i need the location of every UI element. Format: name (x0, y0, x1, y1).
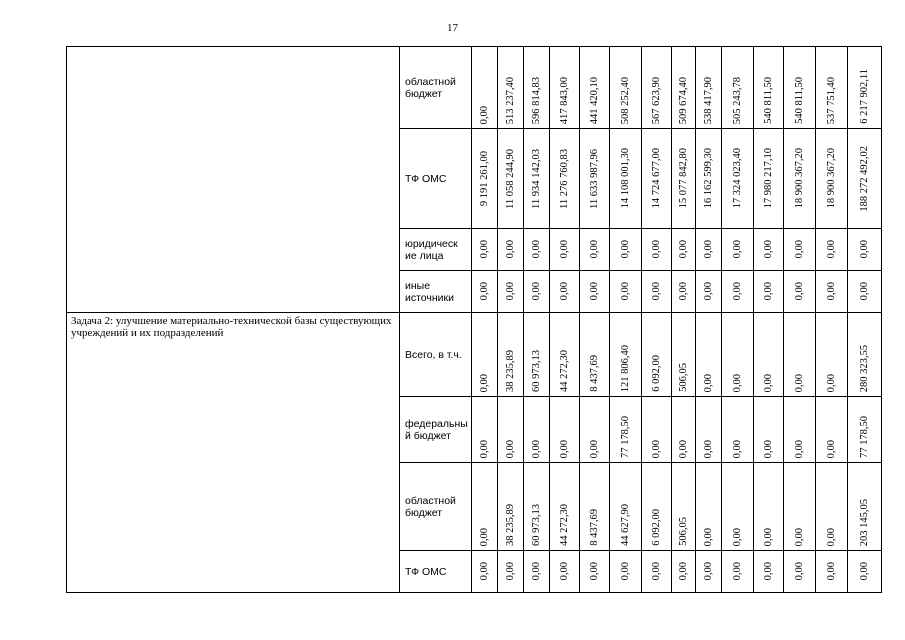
budget-table-body (67, 47, 882, 593)
value-text: 506,05 (677, 517, 689, 546)
value-cell (848, 47, 882, 129)
value-text: 280 323,55 (858, 344, 870, 392)
value-cell (784, 463, 816, 551)
value-text: 44 272,30 (558, 350, 570, 392)
value-text: 14 724 677,00 (650, 148, 662, 209)
value-text: 0,00 (504, 282, 516, 301)
value-cell (580, 47, 610, 129)
value-text: 0,00 (731, 282, 743, 301)
value-cell (610, 397, 642, 463)
value-text: 18 900 367,20 (825, 148, 837, 209)
value-cell (848, 271, 882, 313)
value-cell (498, 271, 524, 313)
funding-source: юридическ ие лица (400, 229, 472, 271)
value-text: 0,00 (530, 282, 542, 301)
value-cell (550, 313, 580, 397)
value-text: 8 437,69 (588, 355, 600, 392)
value-text: 60 973,13 (530, 504, 542, 546)
value-text: 505 243,78 (731, 76, 743, 124)
value-cell (550, 47, 580, 129)
value-cell (784, 313, 816, 397)
value-cell (784, 551, 816, 593)
value-cell (610, 463, 642, 551)
value-text: 77 178,50 (619, 416, 631, 458)
value-text: 0,00 (588, 240, 600, 259)
value-text: 11 633 987,96 (588, 148, 600, 209)
value-text: 0,00 (619, 282, 631, 301)
value-text: 0,00 (650, 282, 662, 301)
table-row (67, 47, 882, 129)
value-text: 0,00 (478, 439, 490, 458)
value-cell (816, 397, 848, 463)
value-cell (754, 47, 784, 129)
value-text: 0,00 (858, 282, 870, 301)
value-cell (642, 129, 672, 229)
value-text: 6 092,00 (650, 355, 662, 392)
funding-source: федеральны й бюджет (400, 397, 472, 463)
value-text: 0,00 (558, 282, 570, 301)
value-text: 509 674,40 (677, 76, 689, 124)
value-text: 8 437,69 (588, 509, 600, 546)
value-cell (498, 47, 524, 129)
value-cell (848, 463, 882, 551)
value-cell (610, 313, 642, 397)
value-cell (498, 463, 524, 551)
value-cell (580, 463, 610, 551)
value-cell (754, 129, 784, 229)
value-text: 0,00 (530, 240, 542, 259)
value-text: 0,00 (650, 439, 662, 458)
value-text: 596 814,83 (530, 76, 542, 124)
value-text: 0,00 (619, 240, 631, 259)
value-cell (816, 271, 848, 313)
value-text: 513 237,40 (504, 76, 516, 124)
task-cell-empty (67, 47, 400, 313)
value-text: 0,00 (825, 282, 837, 301)
value-cell (722, 47, 754, 129)
value-text: 14 108 001,30 (619, 148, 631, 209)
value-cell (472, 47, 498, 129)
value-cell (550, 463, 580, 551)
value-cell (550, 397, 580, 463)
value-text: 11 276 760,83 (558, 148, 570, 209)
value-text: 0,00 (731, 240, 743, 259)
value-text: 0,00 (650, 240, 662, 259)
value-text: 0,00 (588, 439, 600, 458)
value-text: 508 252,40 (619, 76, 631, 124)
value-cell (696, 47, 722, 129)
value-cell (848, 397, 882, 463)
value-cell (696, 313, 722, 397)
value-text: 17 980 217,10 (762, 148, 774, 209)
value-cell (610, 129, 642, 229)
funding-source: областной бюджет (400, 47, 472, 129)
value-text: 0,00 (558, 439, 570, 458)
value-cell (610, 551, 642, 593)
value-cell (610, 47, 642, 129)
value-text: 60 973,13 (530, 350, 542, 392)
value-text: 0,00 (504, 439, 516, 458)
value-cell (848, 313, 882, 397)
value-text: 0,00 (478, 527, 490, 546)
value-text: 0,00 (793, 240, 805, 259)
table-row (67, 313, 882, 397)
value-cell (550, 551, 580, 593)
value-cell (672, 313, 696, 397)
value-cell (472, 551, 498, 593)
value-cell (580, 551, 610, 593)
value-cell (672, 129, 696, 229)
value-cell (816, 47, 848, 129)
value-cell (610, 271, 642, 313)
value-cell (722, 313, 754, 397)
value-cell (524, 271, 550, 313)
value-cell (498, 551, 524, 593)
value-cell (550, 271, 580, 313)
value-cell (672, 229, 696, 271)
value-text: 0,00 (762, 373, 774, 392)
value-text: 0,00 (588, 562, 600, 581)
value-cell (524, 229, 550, 271)
value-text: 0,00 (558, 562, 570, 581)
value-cell (784, 397, 816, 463)
value-text: 0,00 (530, 562, 542, 581)
value-cell (524, 313, 550, 397)
value-text: 15 077 842,80 (677, 148, 689, 209)
value-cell (642, 463, 672, 551)
value-cell (784, 229, 816, 271)
value-text: 0,00 (793, 282, 805, 301)
value-text: 0,00 (530, 439, 542, 458)
value-cell (696, 229, 722, 271)
funding-source: Всего, в т.ч. (400, 313, 472, 397)
value-text: 0,00 (702, 439, 714, 458)
value-cell (784, 129, 816, 229)
value-text: 44 627,90 (619, 504, 631, 546)
value-text: 0,00 (677, 562, 689, 581)
funding-source: ТФ ОМС (400, 129, 472, 229)
value-text: 0,00 (702, 562, 714, 581)
funding-source: областной бюджет (400, 463, 472, 551)
value-text: 0,00 (731, 562, 743, 581)
value-text: 0,00 (793, 373, 805, 392)
value-cell (580, 129, 610, 229)
value-cell (784, 271, 816, 313)
value-text: 0,00 (825, 527, 837, 546)
value-cell (848, 229, 882, 271)
value-text: 567 623,90 (650, 76, 662, 124)
value-text: 417 843,00 (558, 76, 570, 124)
value-text: 0,00 (478, 562, 490, 581)
value-text: 0,00 (858, 562, 870, 581)
value-text: 0,00 (825, 439, 837, 458)
value-text: 38 235,89 (504, 504, 516, 546)
value-text: 17 324 023,40 (731, 148, 743, 209)
value-cell (816, 129, 848, 229)
value-cell (754, 551, 784, 593)
value-cell (524, 397, 550, 463)
value-cell (498, 129, 524, 229)
value-cell (696, 463, 722, 551)
value-cell (816, 551, 848, 593)
value-cell (754, 397, 784, 463)
value-text: 0,00 (478, 240, 490, 259)
value-cell (722, 397, 754, 463)
value-cell (696, 129, 722, 229)
value-text: 0,00 (478, 373, 490, 392)
value-text: 0,00 (677, 439, 689, 458)
value-cell (754, 463, 784, 551)
value-cell (722, 229, 754, 271)
value-text: 6 217 902,11 (858, 69, 870, 124)
value-text: 0,00 (504, 240, 516, 259)
value-text: 0,00 (702, 527, 714, 546)
value-cell (848, 129, 882, 229)
value-text: 0,00 (478, 105, 490, 124)
value-cell (472, 313, 498, 397)
value-text: 540 811,50 (762, 77, 774, 124)
value-text: 0,00 (731, 373, 743, 392)
value-cell (498, 229, 524, 271)
value-cell (722, 129, 754, 229)
value-text: 11 934 142,03 (530, 148, 542, 209)
value-text: 0,00 (731, 527, 743, 546)
value-text: 0,00 (793, 439, 805, 458)
value-text: 188 272 492,02 (858, 145, 870, 212)
value-cell (722, 463, 754, 551)
value-text: 506,05 (677, 363, 689, 392)
value-cell (754, 229, 784, 271)
value-text: 0,00 (793, 527, 805, 546)
value-text: 441 420,10 (588, 76, 600, 124)
value-cell (642, 313, 672, 397)
value-cell (642, 551, 672, 593)
value-cell (642, 229, 672, 271)
value-text: 0,00 (558, 240, 570, 259)
value-text: 0,00 (702, 240, 714, 259)
value-text: 0,00 (762, 527, 774, 546)
value-cell (848, 551, 882, 593)
value-cell (498, 397, 524, 463)
value-text: 0,00 (825, 240, 837, 259)
value-cell (580, 397, 610, 463)
value-text: 77 178,50 (858, 416, 870, 458)
value-cell (472, 397, 498, 463)
value-cell (722, 271, 754, 313)
value-text: 0,00 (762, 562, 774, 581)
value-cell (754, 313, 784, 397)
value-cell (550, 129, 580, 229)
value-text: 0,00 (762, 282, 774, 301)
value-cell (524, 463, 550, 551)
value-text: 203 145,05 (858, 498, 870, 546)
value-cell (816, 313, 848, 397)
value-text: 537 751,40 (825, 76, 837, 124)
value-text: 0,00 (858, 240, 870, 259)
value-text: 18 900 367,20 (793, 148, 805, 209)
funding-source: иные источники (400, 271, 472, 313)
value-cell (524, 129, 550, 229)
value-cell (672, 551, 696, 593)
value-cell (472, 271, 498, 313)
value-cell (610, 229, 642, 271)
funding-source: ТФ ОМС (400, 551, 472, 593)
value-cell (498, 313, 524, 397)
value-text: 540 811,50 (793, 77, 805, 124)
value-cell (784, 47, 816, 129)
value-cell (722, 551, 754, 593)
value-cell (642, 47, 672, 129)
value-cell (672, 47, 696, 129)
value-cell (672, 397, 696, 463)
value-cell (472, 129, 498, 229)
value-text: 0,00 (793, 562, 805, 581)
value-cell (754, 271, 784, 313)
budget-table (66, 46, 882, 593)
value-cell (580, 271, 610, 313)
value-cell (472, 229, 498, 271)
value-cell (816, 229, 848, 271)
value-text: 6 092,00 (650, 509, 662, 546)
value-text: 0,00 (650, 562, 662, 581)
value-text: 11 058 244,90 (504, 148, 516, 209)
value-text: 38 235,89 (504, 350, 516, 392)
value-text: 0,00 (588, 282, 600, 301)
value-text: 121 806,40 (619, 344, 631, 392)
value-text: 0,00 (731, 439, 743, 458)
value-cell (816, 463, 848, 551)
value-text: 0,00 (702, 373, 714, 392)
value-cell (672, 463, 696, 551)
value-text: 0,00 (762, 240, 774, 259)
value-cell (524, 551, 550, 593)
value-cell (580, 229, 610, 271)
value-text: 0,00 (478, 282, 490, 301)
value-cell (696, 397, 722, 463)
value-cell (672, 271, 696, 313)
value-cell (696, 271, 722, 313)
page-number: 17 (447, 22, 458, 34)
value-cell (642, 271, 672, 313)
value-cell (642, 397, 672, 463)
value-text: 0,00 (504, 562, 516, 581)
value-text: 0,00 (825, 562, 837, 581)
value-text: 0,00 (702, 282, 714, 301)
value-text: 0,00 (677, 240, 689, 259)
value-cell (696, 551, 722, 593)
value-cell (524, 47, 550, 129)
value-text: 0,00 (619, 562, 631, 581)
value-text: 0,00 (677, 282, 689, 301)
value-text: 9 191 261,00 (478, 150, 490, 207)
task2-label: Задача 2: улучшение материально-технической базы существующих учреждений и их подразделений (67, 313, 400, 593)
value-text: 44 272,30 (558, 504, 570, 546)
value-cell (550, 229, 580, 271)
value-text: 0,00 (825, 373, 837, 392)
value-text: 16 162 599,30 (702, 148, 714, 209)
value-text: 538 417,90 (702, 76, 714, 124)
value-cell (472, 463, 498, 551)
value-cell (580, 313, 610, 397)
value-text: 0,00 (762, 439, 774, 458)
